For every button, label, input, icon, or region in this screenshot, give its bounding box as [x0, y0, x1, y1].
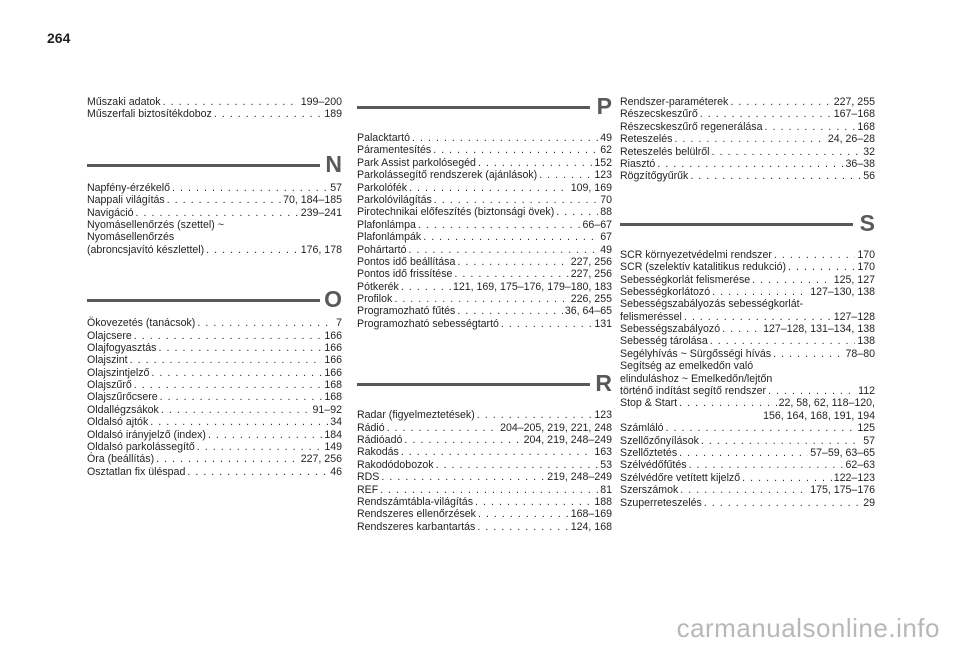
index-entry: Oldallégzsákok . . . 91–92 [87, 404, 342, 416]
index-entry: (abroncsjavító készlettel) . . . 176, 178 [87, 244, 342, 256]
index-entry: Szélvédőfűtés . . . 62–63 [620, 459, 875, 471]
index-entry: Riasztó . . . 36–38 [620, 158, 875, 170]
index-entry: Olajcsere . . . 166 [87, 330, 342, 342]
section-header-n [87, 150, 342, 177]
index-entry: Számláló . . . 125 [620, 422, 875, 434]
index-entry: RDS . . . 219, 248–249 [357, 471, 612, 483]
index-entry: történő indítást segítő rendszer . . . 112 [620, 385, 875, 397]
intro-entries [87, 96, 342, 121]
index-entry: Reteszelés belülről . . . 32 [620, 146, 875, 158]
index-entry: SCR környezetvédelmi rendszer . . . 170 [620, 249, 875, 261]
index-entry: Palacktartó . . . 49 [357, 132, 612, 144]
index-entry: Részecskeszűrő . . . 167–168 [620, 108, 875, 120]
index-entry: Műszaki adatok . . . 199–200 [87, 96, 342, 108]
index-entry: Részecskeszűrő regenerálása . . . 168 [620, 121, 875, 133]
index-entry: Stop & Start . . . 22, 58, 62, 118–120, [620, 397, 875, 409]
section-rule [87, 299, 320, 302]
index-entry: Szerszámok . . . 175, 175–176 [620, 484, 875, 496]
index-entry-line: Nyomásellenőrzés [87, 231, 175, 244]
section-letter: N [325, 150, 342, 177]
index-entry: Olajszűrőcsere . . . 168 [87, 391, 342, 403]
section-header-o [87, 286, 342, 313]
index-entry: Pótkerék . . . 121, 169, 175–176, 179–180, 183 [357, 281, 612, 293]
index-entry: Olajszintjelző . . . 166 [87, 367, 342, 379]
index-entry: Navigáció . . . 239–241 [87, 207, 342, 219]
index-entry: Műszerfali biztosítékdoboz . . . 189 [87, 108, 342, 120]
index-entry-line: Sebességszabályozás sebességkorlát- [620, 298, 804, 311]
index-entry: Szellőztetés . . . 57–59, 63–65 [620, 447, 875, 459]
section-rule [620, 223, 853, 226]
index-entry: Profilok . . . 226, 255 [357, 293, 612, 305]
index-entry: Rádió . . . 204–205, 219, 221, 248 [357, 422, 612, 434]
index-entry: Segélyhívás ~ Sürgősségi hívás . . . 78–80 [620, 348, 875, 360]
index-entry: Rakodás . . . 163 [357, 446, 612, 458]
section-rule [357, 106, 590, 109]
index-entry: Napfény-érzékelő . . . 57 [87, 182, 342, 194]
index-entry: Sebességkorlátozó . . . 127–130, 138 [620, 286, 875, 298]
index-entry-line: Segítség az emelkedőn való [620, 360, 754, 373]
index-entry: Pirotechnikai előfeszítés (biztonsági övek) . . . 88 [357, 206, 612, 218]
index-entry-line: elinduláshoz ~ Emelkedőn/lejtőn [620, 372, 773, 385]
index-entry-continuation: 156, 164, 168, 191, 194 [763, 409, 875, 422]
index-entry: Olajszint . . . 166 [87, 354, 342, 366]
section-header-r [357, 370, 612, 397]
index-entry: Szélvédőre vetített kijelző . . . 122–123 [620, 472, 875, 484]
index-entry: Szellőzőnyílások . . . 57 [620, 435, 875, 447]
index-entry: Pontos idő beállítása . . . 227, 256 [357, 256, 612, 268]
index-entry: Sebesség tárolása . . . 138 [620, 335, 875, 347]
index-column-1 [87, 96, 342, 478]
index-entry: Szuperreteszelés . . . 29 [620, 497, 875, 509]
index-entry: Rögzítőgyűrűk . . . 56 [620, 170, 875, 182]
index-entry: Reteszelés . . . 24, 26–28 [620, 133, 875, 145]
index-entry: Óra (beállítás) . . . 227, 256 [87, 453, 342, 465]
section-letter: S [859, 209, 875, 236]
index-entry-line: Nyomásellenőrzés (szettel) ~ [87, 218, 224, 231]
index-entry: Parkolássegítő rendszerek (ajánlások) . . . 123 [357, 169, 612, 181]
index-entry: Radar (figyelmeztetések) . . . 123 [357, 409, 612, 421]
index-entry: Rendszámtábla-világítás . . . 188 [357, 496, 612, 508]
section-letter: R [595, 370, 612, 397]
index-entry: Oldalsó irányjelző (index) . . . 184 [87, 429, 342, 441]
index-column-2 [357, 93, 612, 533]
index-entry: Olajfogyasztás . . . 166 [87, 342, 342, 354]
index-entry: felismeréssel . . . 127–128 [620, 311, 875, 323]
index-column-3 [620, 96, 875, 509]
index-entry: Olajszűrő . . . 168 [87, 379, 342, 391]
section-rule [357, 383, 590, 386]
index-entry: Rendszer-paraméterek . . . 227, 255 [620, 96, 875, 108]
index-entry: Pohártartó . . . 49 [357, 244, 612, 256]
index-entry: SCR (szelektív katalitikus redukció) . . . 170 [620, 261, 875, 273]
index-entry: Plafonlámpák . . . 67 [357, 231, 612, 243]
index-entry: Rakodódobozok . . . 53 [357, 459, 612, 471]
index-entry: Oldalsó ajtók . . . 34 [87, 416, 342, 428]
index-entry: Sebességkorlát felismerése . . . 125, 127 [620, 274, 875, 286]
index-entry: Park Assist parkolósegéd . . . 152 [357, 157, 612, 169]
index-entry: Páramentesítés . . . 62 [357, 144, 612, 156]
section-rule [87, 164, 320, 167]
index-entry: Rendszeres ellenőrzések . . . 168–169 [357, 508, 612, 520]
section-letter: P [596, 93, 612, 119]
index-entry: Programozható fűtés . . . 36, 64–65 [357, 305, 612, 317]
index-entry: Osztatlan fix üléspad . . . 46 [87, 466, 342, 478]
index-entry: Pontos idő frissítése . . . 227, 256 [357, 268, 612, 280]
index-entry: Parkolófék . . . 109, 169 [357, 182, 612, 194]
index-entry: Oldalsó parkolássegítő . . . 149 [87, 441, 342, 453]
index-entry: REF . . . 81 [357, 484, 612, 496]
watermark: carmanualsonline.info [676, 613, 940, 643]
section-letter: O [324, 286, 342, 313]
index-entry: Rádióadó . . . 204, 219, 248–249 [357, 434, 612, 446]
section-header-p [357, 93, 612, 119]
index-entry: Parkolóvilágítás . . . 70 [357, 194, 612, 206]
page-number: 264 [47, 30, 71, 46]
index-entry: Sebességszabályozó . . . 127–128, 131–134, 138 [620, 323, 875, 335]
index-entry: Programozható sebességtartó . . . 131 [357, 318, 612, 330]
index-entry: Nappali világítás . . . 70, 184–185 [87, 194, 342, 206]
section-header-s [620, 209, 875, 236]
index-entry: Ökovezetés (tanácsok) . . . 7 [87, 317, 342, 329]
index-entry: Plafonlámpa . . . 66–67 [357, 219, 612, 231]
index-entry: Rendszeres karbantartás . . . 124, 168 [357, 521, 612, 533]
